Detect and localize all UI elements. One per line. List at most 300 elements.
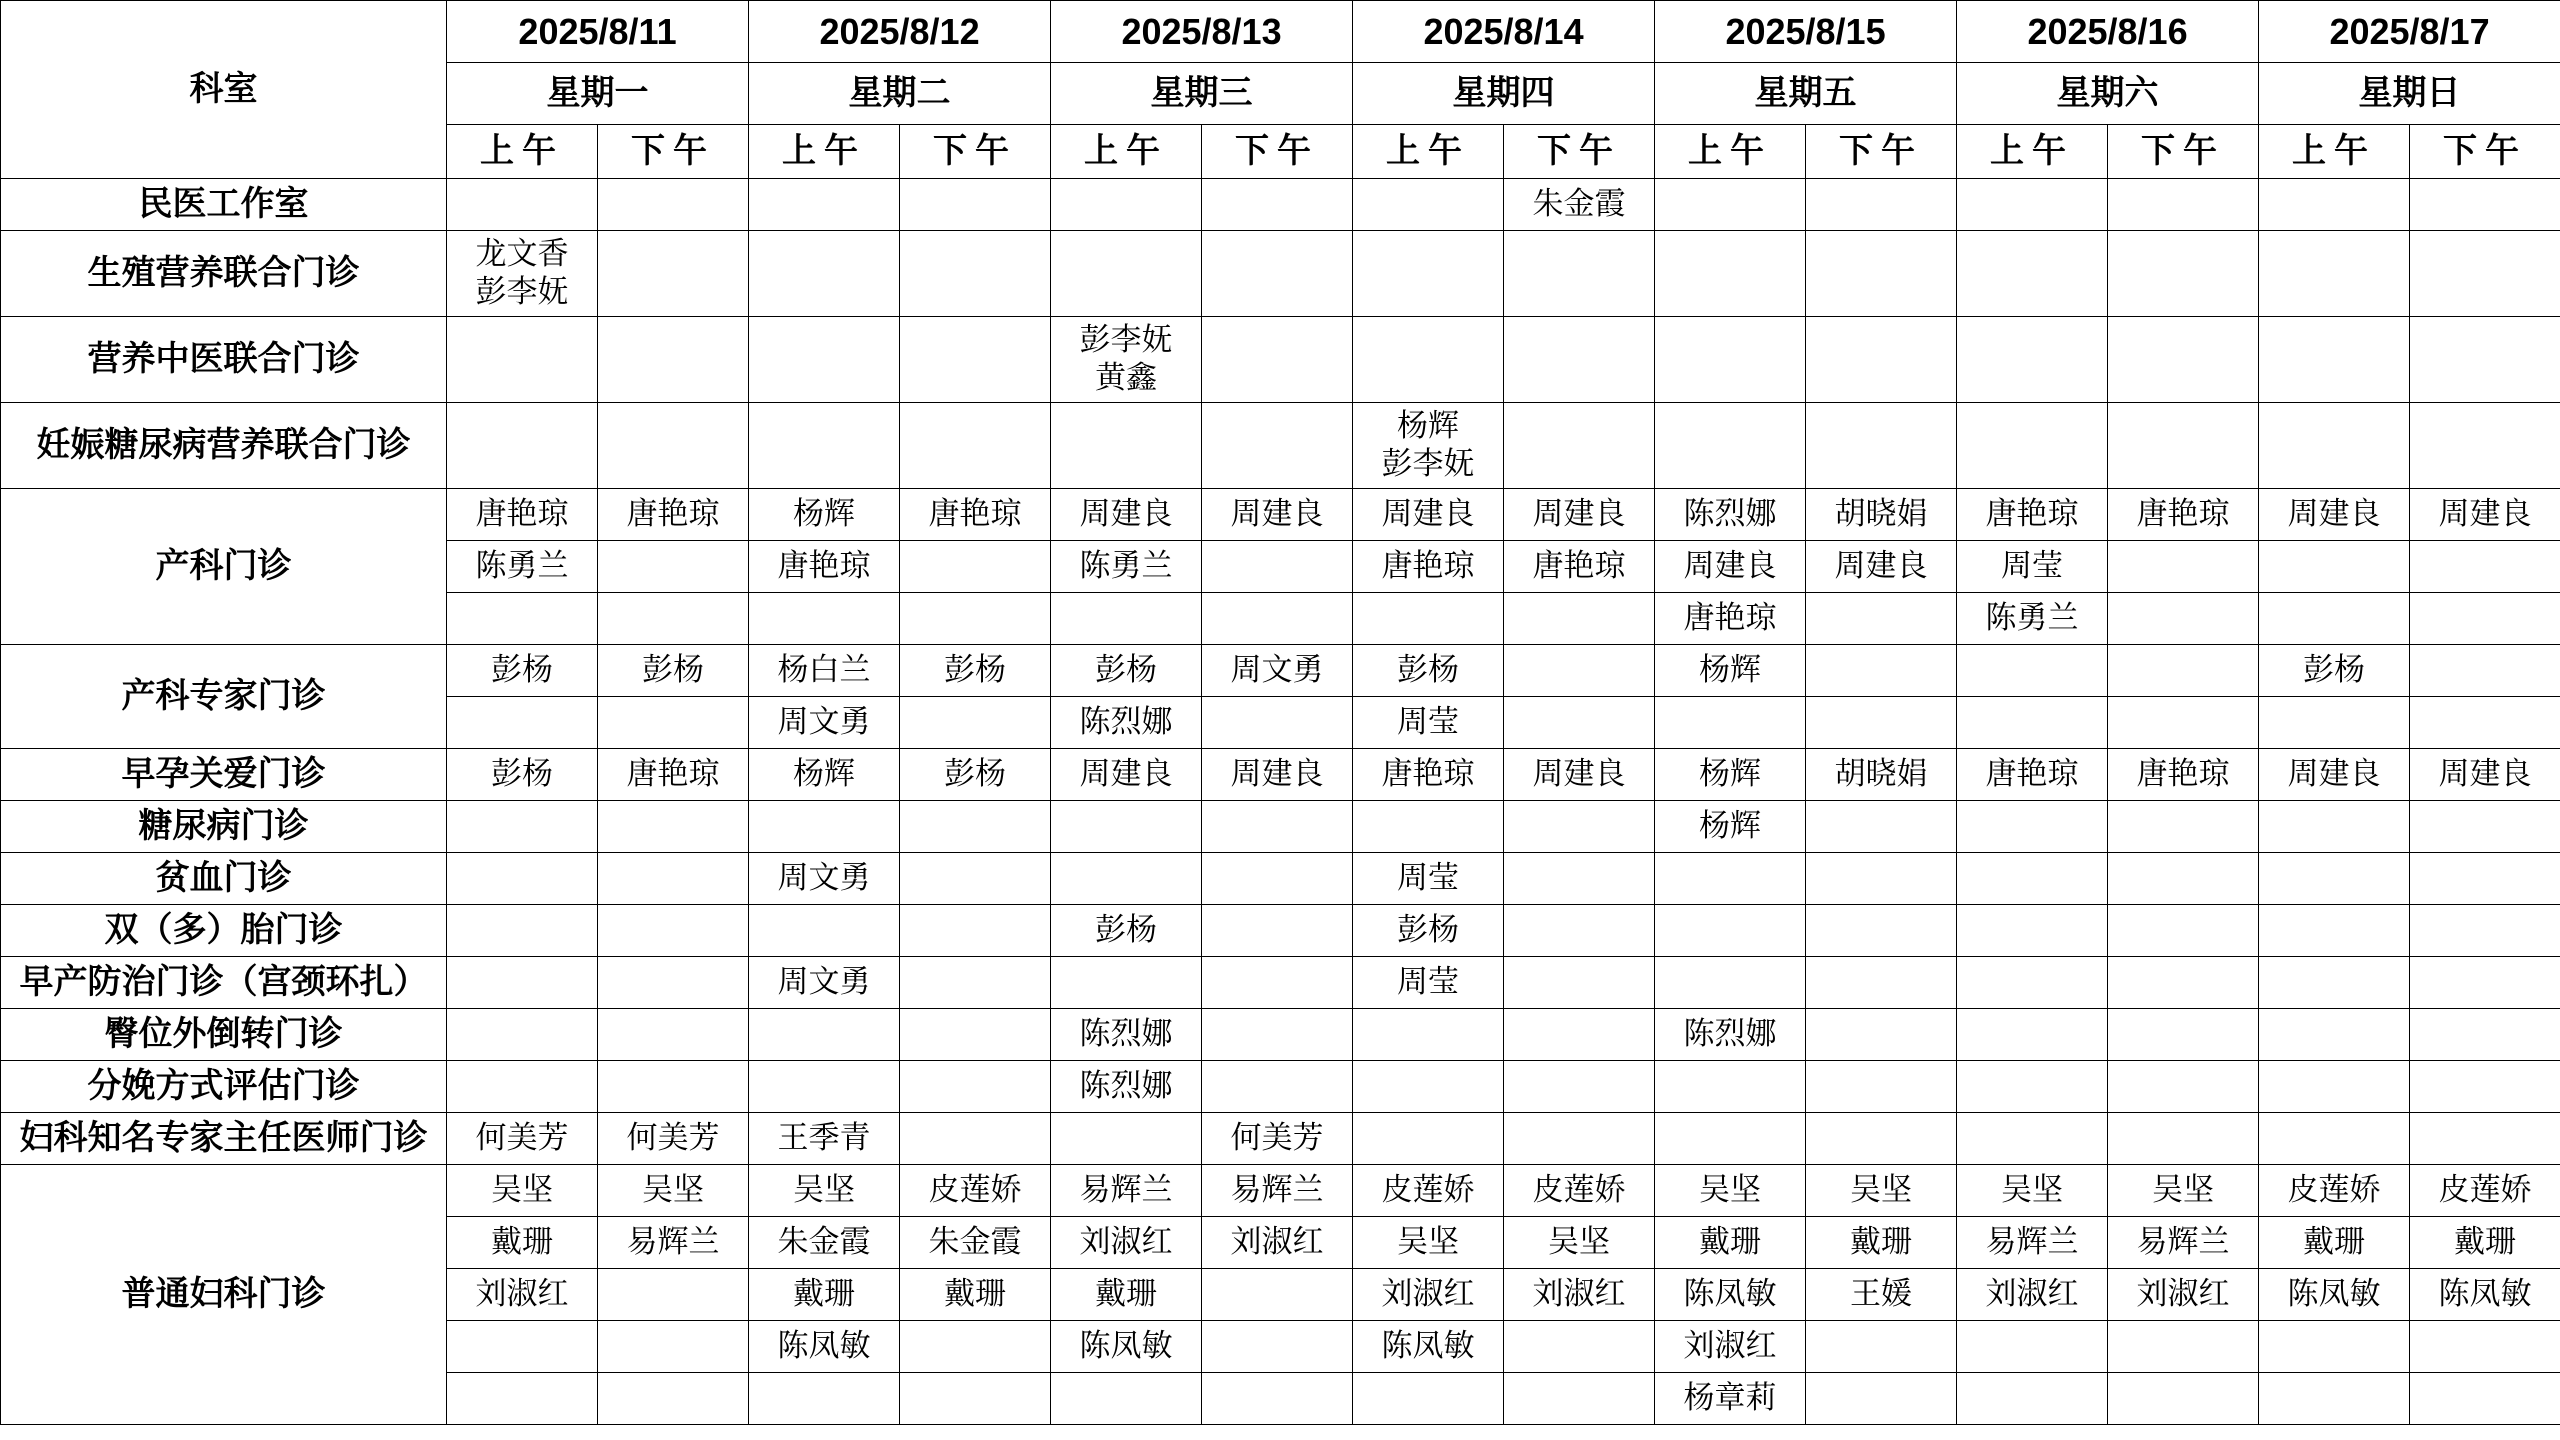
doctor-name: 周建良 <box>1683 547 1777 584</box>
schedule-cell <box>1655 179 1806 231</box>
weekday-header: 星期三 <box>1051 63 1353 125</box>
schedule-cell <box>2259 1009 2410 1061</box>
schedule-cell <box>1655 1061 1806 1113</box>
schedule-row <box>1 489 2560 541</box>
schedule-cell <box>1353 1009 1504 1061</box>
schedule-row <box>1 317 2560 403</box>
doctor-name: 彭杨 <box>944 755 1007 792</box>
doctor-name: 胡晓娟 <box>1834 495 1928 532</box>
schedule-cell <box>1806 1061 1957 1113</box>
schedule-cell <box>1957 1061 2108 1113</box>
schedule-cell <box>749 317 900 403</box>
schedule-cell <box>2410 957 2560 1009</box>
schedule-cell <box>1957 593 2108 645</box>
schedule-cell <box>1957 541 2108 593</box>
schedule-cell <box>900 645 1051 697</box>
schedule-cell <box>1655 1165 1806 1217</box>
doctor-name: 杨章莉 <box>1683 1379 1777 1416</box>
schedule-cell <box>2259 1217 2410 1269</box>
doctor-name: 皮莲娇 <box>928 1171 1022 1208</box>
schedule-row <box>1 853 2560 905</box>
doctor-name: 杨辉 <box>793 495 856 532</box>
schedule-cell <box>2410 403 2560 489</box>
schedule-cell <box>1806 489 1957 541</box>
schedule-cell <box>2410 645 2560 697</box>
schedule-cell <box>598 1373 749 1425</box>
schedule-cell <box>900 1269 1051 1321</box>
schedule-cell <box>598 1009 749 1061</box>
schedule-cell <box>2108 179 2259 231</box>
schedule-cell <box>1957 801 2108 853</box>
schedule-cell <box>1353 231 1504 317</box>
schedule-cell <box>598 957 749 1009</box>
schedule-cell <box>1202 853 1353 905</box>
schedule-cell <box>2410 541 2560 593</box>
schedule-cell <box>598 749 749 801</box>
schedule-cell <box>1504 697 1655 749</box>
doctor-name: 陈烈娜 <box>1683 1015 1777 1052</box>
schedule-cell <box>749 541 900 593</box>
schedule-cell <box>447 317 598 403</box>
schedule-cell <box>598 179 749 231</box>
schedule-cell <box>900 1321 1051 1373</box>
schedule-cell <box>749 1269 900 1321</box>
schedule-cell <box>1504 1269 1655 1321</box>
schedule-cell <box>900 749 1051 801</box>
schedule-cell <box>1806 1269 1957 1321</box>
schedule-cell <box>1353 179 1504 231</box>
weekday-header: 星期日 <box>2259 63 2560 125</box>
schedule-cell <box>1504 1009 1655 1061</box>
schedule-cell <box>900 801 1051 853</box>
weekday-header: 星期二 <box>749 63 1051 125</box>
schedule-cell <box>447 749 598 801</box>
doctor-name: 易辉兰 <box>1230 1171 1324 1208</box>
schedule-cell <box>1051 1061 1202 1113</box>
weekday-header: 星期一 <box>447 63 749 125</box>
schedule-row <box>1 801 2560 853</box>
schedule-cell <box>1957 403 2108 489</box>
doctor-name: 吴坚 <box>1699 1171 1762 1208</box>
doctor-name: 唐艳琼 <box>1381 755 1475 792</box>
schedule-cell <box>447 403 598 489</box>
doctor-name: 周建良 <box>1230 495 1324 532</box>
schedule-cell <box>1957 853 2108 905</box>
schedule-cell <box>900 957 1051 1009</box>
am-header: 上午 <box>2259 125 2410 179</box>
schedule-cell <box>2108 1113 2259 1165</box>
schedule-cell <box>2410 1113 2560 1165</box>
schedule-cell <box>2108 1061 2259 1113</box>
dept-name: 贫血门诊 <box>1 853 447 905</box>
schedule-cell <box>1202 1009 1353 1061</box>
schedule-cell <box>2108 489 2259 541</box>
doctor-name: 陈勇兰 <box>475 547 569 584</box>
schedule-cell <box>2108 593 2259 645</box>
schedule-cell <box>900 1061 1051 1113</box>
schedule-cell <box>2108 1321 2259 1373</box>
schedule-cell <box>1806 697 1957 749</box>
schedule-cell <box>900 317 1051 403</box>
schedule-cell <box>598 645 749 697</box>
doctor-name: 易辉兰 <box>1985 1223 2079 1260</box>
schedule-row <box>1 645 2560 697</box>
doctor-name: 彭杨 <box>1095 651 1158 688</box>
schedule-cell <box>1655 801 1806 853</box>
doctor-name: 戴珊 <box>793 1275 856 1312</box>
schedule-cell <box>1051 749 1202 801</box>
dept-name: 臀位外倒转门诊 <box>1 1009 447 1061</box>
schedule-cell <box>1504 1217 1655 1269</box>
doctor-name: 陈烈娜 <box>1683 495 1777 532</box>
doctor-name: 皮莲娇 <box>2287 1171 2381 1208</box>
doctor-name: 戴珊 <box>944 1275 1007 1312</box>
schedule-cell <box>1806 801 1957 853</box>
dept-name: 产科门诊 <box>1 489 447 645</box>
pm-header: 下午 <box>598 125 749 179</box>
schedule-cell <box>1957 231 2108 317</box>
schedule-cell <box>749 645 900 697</box>
schedule-cell <box>749 1165 900 1217</box>
schedule-cell <box>1957 1165 2108 1217</box>
schedule-row <box>1 1061 2560 1113</box>
schedule-cell <box>749 231 900 317</box>
schedule-cell <box>2410 853 2560 905</box>
doctor-name: 彭李妩 <box>475 273 569 310</box>
schedule-cell <box>1504 179 1655 231</box>
schedule-cell <box>447 593 598 645</box>
doctor-name: 易辉兰 <box>626 1223 720 1260</box>
schedule-cell <box>900 231 1051 317</box>
schedule-cell <box>749 1061 900 1113</box>
doctor-name: 杨辉 <box>1699 807 1762 844</box>
doctor-name: 吴坚 <box>1397 1223 1460 1260</box>
schedule-cell <box>900 489 1051 541</box>
date-header: 2025/8/13 <box>1051 1 1353 63</box>
schedule-cell <box>1353 905 1504 957</box>
schedule-cell <box>2259 1269 2410 1321</box>
doctor-name: 杨白兰 <box>777 651 871 688</box>
doctor-name: 龙文香 <box>475 236 569 273</box>
doctor-name: 彭杨 <box>944 651 1007 688</box>
doctor-name: 刘淑红 <box>1683 1327 1777 1364</box>
doctor-name: 唐艳琼 <box>1381 547 1475 584</box>
doctor-name: 何美芳 <box>475 1119 569 1156</box>
schedule-cell <box>598 905 749 957</box>
dept-name: 民医工作室 <box>1 179 447 231</box>
doctor-name: 杨辉 <box>1699 755 1762 792</box>
doctor-name: 唐艳琼 <box>1532 547 1626 584</box>
doctor-name: 戴珊 <box>1699 1223 1762 1260</box>
schedule-cell <box>447 1009 598 1061</box>
schedule-cell <box>1051 697 1202 749</box>
schedule-cell <box>1504 801 1655 853</box>
doctor-name: 陈凤敏 <box>1381 1327 1475 1364</box>
doctor-name: 唐艳琼 <box>1985 495 2079 532</box>
pm-header: 下午 <box>2410 125 2560 179</box>
schedule-cell <box>1202 645 1353 697</box>
schedule-cell <box>1655 1269 1806 1321</box>
schedule-cell <box>900 541 1051 593</box>
am-header: 上午 <box>1957 125 2108 179</box>
schedule-cell <box>2259 1373 2410 1425</box>
schedule-cell <box>1806 957 1957 1009</box>
schedule-cell <box>1504 749 1655 801</box>
schedule-cell <box>1957 1373 2108 1425</box>
schedule-cell <box>2410 1269 2560 1321</box>
schedule-cell <box>1806 179 1957 231</box>
dept-name: 糖尿病门诊 <box>1 801 447 853</box>
schedule-cell <box>1655 905 1806 957</box>
doctor-name: 陈凤敏 <box>2438 1275 2532 1312</box>
doctor-name: 周文勇 <box>777 703 871 740</box>
schedule-cell <box>2410 905 2560 957</box>
schedule-cell <box>2108 801 2259 853</box>
doctor-name: 唐艳琼 <box>626 495 720 532</box>
schedule-cell <box>1957 749 2108 801</box>
schedule-cell <box>1202 801 1353 853</box>
doctor-name: 周建良 <box>2287 755 2381 792</box>
schedule-cell <box>2410 1061 2560 1113</box>
schedule-cell <box>1504 541 1655 593</box>
dept-name: 生殖营养联合门诊 <box>1 231 447 317</box>
am-header: 上午 <box>1655 125 1806 179</box>
schedule-cell <box>447 801 598 853</box>
doctor-name: 周文勇 <box>777 859 871 896</box>
doctor-name: 易辉兰 <box>1079 1171 1173 1208</box>
schedule-cell <box>1051 1269 1202 1321</box>
doctor-name: 皮莲娇 <box>1381 1171 1475 1208</box>
schedule-cell <box>1051 179 1202 231</box>
schedule-cell <box>1051 645 1202 697</box>
doctor-name: 陈勇兰 <box>1985 599 2079 636</box>
schedule-cell <box>1202 1061 1353 1113</box>
doctor-name: 刘淑红 <box>1079 1223 1173 1260</box>
schedule-cell <box>1051 905 1202 957</box>
doctor-name: 周建良 <box>1079 495 1173 532</box>
dept-name: 分娩方式评估门诊 <box>1 1061 447 1113</box>
schedule-cell <box>2410 749 2560 801</box>
schedule-cell <box>1806 905 1957 957</box>
schedule-cell <box>2410 1217 2560 1269</box>
doctor-name: 刘淑红 <box>1532 1275 1626 1312</box>
schedule-cell <box>1353 1217 1504 1269</box>
doctor-name: 彭杨 <box>491 651 553 688</box>
schedule-cell <box>2108 541 2259 593</box>
schedule-cell <box>447 1165 598 1217</box>
doctor-name: 吴坚 <box>2152 1171 2215 1208</box>
date-header: 2025/8/14 <box>1353 1 1655 63</box>
schedule-cell <box>1655 231 1806 317</box>
schedule-row <box>1 905 2560 957</box>
schedule-cell <box>598 1165 749 1217</box>
schedule-cell <box>749 1373 900 1425</box>
schedule-cell <box>1806 1113 1957 1165</box>
schedule-cell <box>1504 1061 1655 1113</box>
date-header: 2025/8/12 <box>749 1 1051 63</box>
schedule-cell <box>598 317 749 403</box>
schedule-cell <box>2410 1009 2560 1061</box>
schedule-cell <box>2259 1321 2410 1373</box>
schedule-cell <box>900 1113 1051 1165</box>
schedule-cell <box>1051 541 1202 593</box>
schedule-cell <box>2259 905 2410 957</box>
schedule-row <box>1 231 2560 317</box>
schedule-cell <box>1353 1113 1504 1165</box>
schedule-cell <box>2108 1217 2259 1269</box>
schedule-cell <box>749 1217 900 1269</box>
pm-header: 下午 <box>1504 125 1655 179</box>
schedule-cell <box>1957 1113 2108 1165</box>
schedule-cell <box>2259 541 2410 593</box>
schedule-cell <box>1806 853 1957 905</box>
schedule-cell <box>2410 1321 2560 1373</box>
am-header: 上午 <box>1353 125 1504 179</box>
schedule-cell <box>1202 317 1353 403</box>
doctor-name: 刘淑红 <box>475 1275 569 1312</box>
schedule-cell <box>598 1269 749 1321</box>
schedule-cell <box>900 697 1051 749</box>
dept-name: 早产防治门诊（宫颈环扎） <box>1 957 447 1009</box>
schedule-cell <box>1202 541 1353 593</box>
doctor-name: 戴珊 <box>491 1223 553 1260</box>
doctor-name: 周建良 <box>1834 547 1928 584</box>
schedule-cell <box>1655 1321 1806 1373</box>
schedule-cell <box>900 1217 1051 1269</box>
am-header: 上午 <box>1051 125 1202 179</box>
schedule-cell <box>2410 1165 2560 1217</box>
am-header: 上午 <box>749 125 900 179</box>
schedule-cell <box>2108 1269 2259 1321</box>
schedule-cell <box>1353 593 1504 645</box>
dept-name: 早孕关爱门诊 <box>1 749 447 801</box>
schedule-cell <box>1806 1009 1957 1061</box>
schedule-cell <box>1806 403 1957 489</box>
doctor-name: 陈凤敏 <box>1079 1327 1173 1364</box>
schedule-cell <box>1655 489 1806 541</box>
schedule-cell <box>1353 403 1504 489</box>
schedule-cell <box>1957 957 2108 1009</box>
schedule-cell <box>1806 645 1957 697</box>
schedule-cell <box>1655 957 1806 1009</box>
schedule-cell <box>1957 317 2108 403</box>
doctor-name: 周建良 <box>2438 495 2532 532</box>
schedule-cell <box>1504 905 1655 957</box>
schedule-cell <box>2108 317 2259 403</box>
doctor-name: 唐艳琼 <box>1985 755 2079 792</box>
doctor-name: 陈凤敏 <box>2287 1275 2381 1312</box>
schedule-cell <box>2410 801 2560 853</box>
schedule-cell <box>1202 1321 1353 1373</box>
date-row <box>1 1 2560 63</box>
schedule-cell <box>1202 905 1353 957</box>
schedule-cell <box>1504 957 1655 1009</box>
schedule-cell <box>2259 697 2410 749</box>
doctor-name: 彭李妩 <box>1079 322 1173 359</box>
schedule-cell <box>1202 403 1353 489</box>
schedule-cell <box>1202 231 1353 317</box>
schedule-cell <box>1051 1165 1202 1217</box>
schedule-cell <box>1957 1009 2108 1061</box>
schedule-cell <box>900 905 1051 957</box>
doctor-name: 吴坚 <box>1850 1171 1913 1208</box>
schedule-cell <box>1353 541 1504 593</box>
schedule-cell <box>2108 749 2259 801</box>
pm-header: 下午 <box>1806 125 1957 179</box>
schedule-cell <box>447 231 598 317</box>
schedule-cell <box>1353 1373 1504 1425</box>
schedule-cell <box>2410 231 2560 317</box>
schedule-cell <box>2108 645 2259 697</box>
schedule-cell <box>749 593 900 645</box>
schedule-cell <box>598 801 749 853</box>
schedule-cell <box>1504 593 1655 645</box>
schedule-cell <box>1806 231 1957 317</box>
schedule-cell <box>598 231 749 317</box>
schedule-cell <box>1655 1113 1806 1165</box>
doctor-name: 周莹 <box>1397 703 1460 740</box>
schedule-cell <box>1202 179 1353 231</box>
schedule-row <box>1 1113 2560 1165</box>
schedule-cell <box>1504 1165 1655 1217</box>
schedule-cell <box>1051 957 1202 1009</box>
doctor-name: 朱金霞 <box>1532 185 1626 222</box>
doctor-name: 周建良 <box>2287 495 2381 532</box>
schedule-cell <box>900 1009 1051 1061</box>
schedule-cell <box>1353 1061 1504 1113</box>
schedule-cell <box>749 697 900 749</box>
schedule-cell <box>2259 231 2410 317</box>
schedule-cell <box>447 645 598 697</box>
schedule-cell <box>1806 317 1957 403</box>
schedule-row <box>1 1165 2560 1217</box>
schedule-cell <box>1655 541 1806 593</box>
schedule-cell <box>1202 1373 1353 1425</box>
schedule-cell <box>1655 697 1806 749</box>
schedule-cell <box>598 1321 749 1373</box>
doctor-name: 王季青 <box>777 1119 871 1156</box>
doctor-name: 胡晓娟 <box>1834 755 1928 792</box>
doctor-name: 王媛 <box>1850 1275 1913 1312</box>
schedule-cell <box>900 593 1051 645</box>
schedule-cell <box>2108 905 2259 957</box>
schedule-cell <box>2410 179 2560 231</box>
am-header: 上午 <box>447 125 598 179</box>
schedule-cell <box>749 749 900 801</box>
schedule-row <box>1 179 2560 231</box>
schedule-cell <box>1655 317 1806 403</box>
pm-header: 下午 <box>900 125 1051 179</box>
schedule-cell <box>2410 1373 2560 1425</box>
doctor-name: 陈烈娜 <box>1079 1015 1173 1052</box>
schedule-cell <box>1051 801 1202 853</box>
dept-name: 普通妇科门诊 <box>1 1165 447 1425</box>
schedule-cell <box>447 541 598 593</box>
doctor-name: 吴坚 <box>793 1171 856 1208</box>
doctor-name: 陈勇兰 <box>1079 547 1173 584</box>
schedule-cell <box>749 957 900 1009</box>
schedule-cell <box>1051 1321 1202 1373</box>
doctor-name: 唐艳琼 <box>626 755 720 792</box>
weekday-header: 星期六 <box>1957 63 2259 125</box>
schedule-cell <box>598 403 749 489</box>
schedule-cell <box>2108 1009 2259 1061</box>
schedule-cell <box>1353 749 1504 801</box>
schedule-cell <box>1353 1165 1504 1217</box>
schedule-cell <box>1051 593 1202 645</box>
schedule-cell <box>2259 645 2410 697</box>
schedule-cell <box>2108 231 2259 317</box>
